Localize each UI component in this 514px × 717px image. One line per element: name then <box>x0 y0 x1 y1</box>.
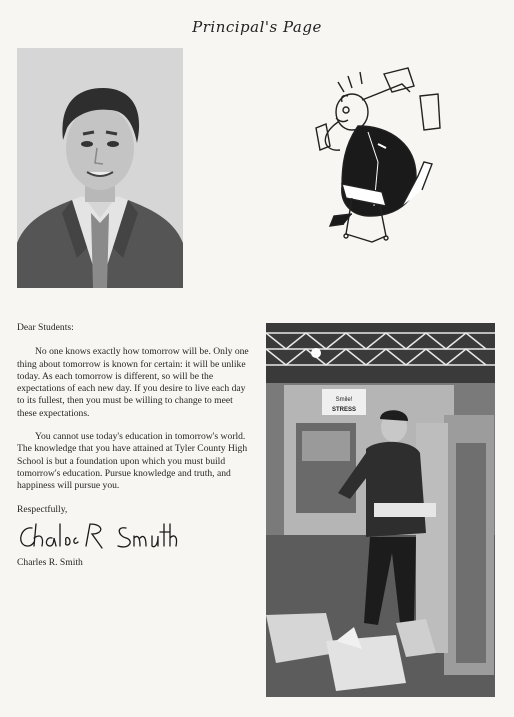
principal-portrait-photo <box>17 48 183 288</box>
principal-printed-name: Charles R. Smith <box>17 557 83 568</box>
letter-paragraph: No one knows exactly how tomorrow will be. Only one thing about tomorrow is known for certain: it will be unlike today. As each tomorrow is different, so will be the expectations of each new day. If you desire to live each day to its fullest, then you must be willing to change to meet these expectations. <box>17 346 249 419</box>
cartoon-principal-drawing <box>312 66 442 246</box>
svg-text:STRESS: STRESS <box>331 407 357 413</box>
handwritten-signature <box>14 520 184 554</box>
signature-drawing <box>14 520 184 554</box>
wall-sign-text: Smile! <box>335 397 353 403</box>
portrait-illustration <box>17 48 183 288</box>
letter-salutation: Dear Students: <box>17 322 74 333</box>
candid-storage-room-photo <box>266 323 495 697</box>
letter-closing: Respectfully, <box>17 503 68 515</box>
principal-letter <box>17 322 252 516</box>
cartoon-illustration <box>312 66 442 246</box>
letter-paragraph: You cannot use today's education in tomorrow's world. The knowledge that you have attained at Tyler County High School is but a foundation upon which you must build tomorrow's education. Pursue knowledge and truth, and happiness will pursue you. <box>17 431 248 492</box>
candid-photo-illustration <box>266 323 495 697</box>
page-title: Principal's Page <box>192 18 322 36</box>
